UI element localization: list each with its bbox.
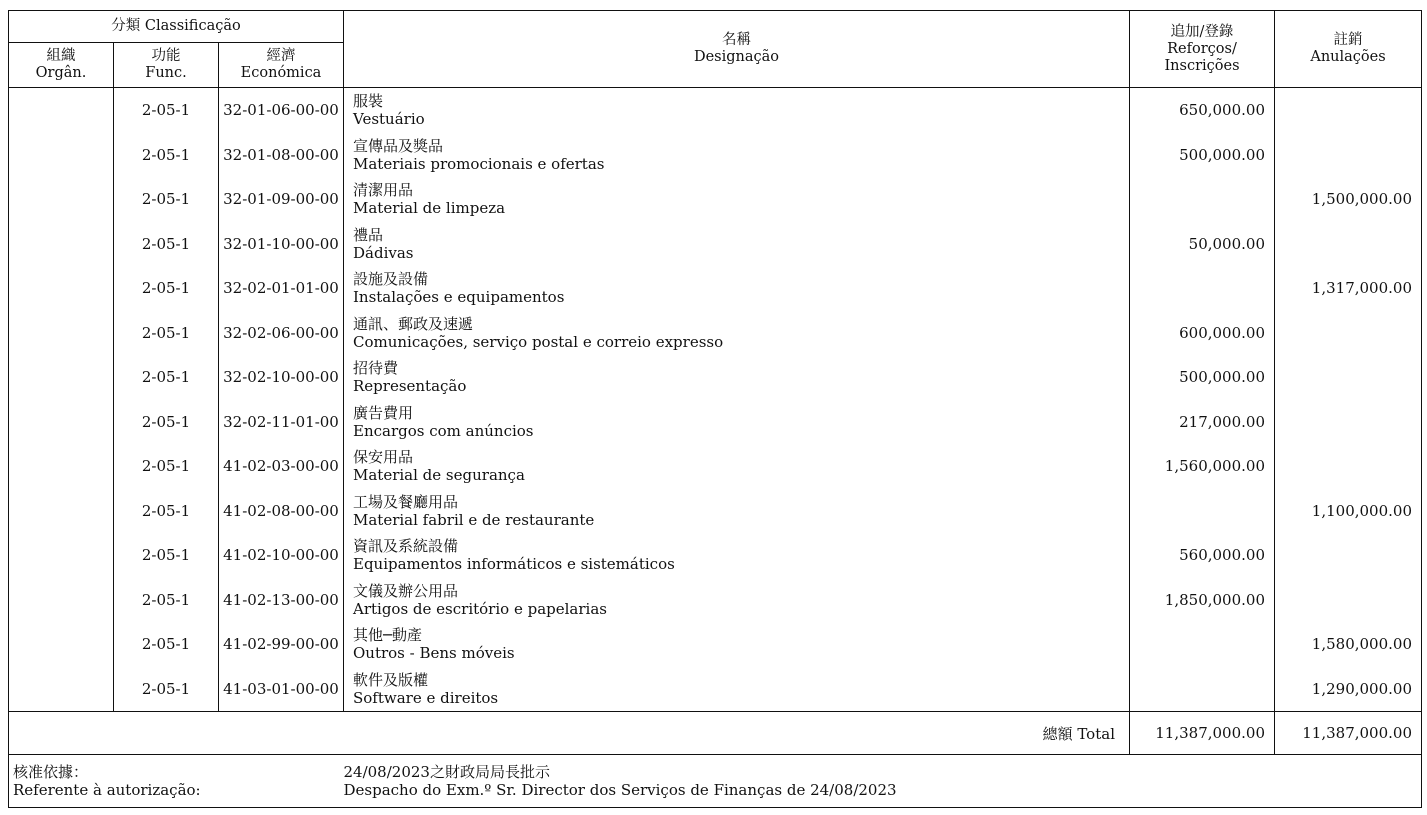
total-cancellation: 11,387,000.00: [1275, 712, 1422, 755]
reinforcement-cell: [1130, 622, 1275, 667]
designation-cell: [344, 400, 1130, 445]
economic-code-cell: 32-02-06-00-00: [219, 311, 344, 356]
organ-cell: [9, 622, 114, 667]
designation-header-zh: 名稱: [722, 32, 751, 48]
function-header-zh: 功能: [151, 48, 181, 64]
table-row: [9, 444, 1422, 489]
function-header: [114, 43, 219, 88]
cancellation-cell: [1275, 222, 1422, 267]
authorization-label-zh: 核准依據：: [13, 763, 89, 781]
organ-cell: [9, 400, 114, 445]
function-code-cell: 2-05-1: [114, 266, 219, 311]
table-row: [9, 355, 1422, 400]
reinforcement-cell: [1130, 489, 1275, 534]
organ-cell: [9, 489, 114, 534]
designation-cell: [344, 133, 1130, 178]
authorization-label: [9, 755, 344, 808]
cancellation-cell: [1275, 355, 1422, 400]
cancellation-cell: [1275, 444, 1422, 489]
cancellation-cell: 1,290,000.00: [1275, 667, 1422, 712]
function-code-cell: 2-05-1: [114, 622, 219, 667]
designation-zh: 宣傳品及獎品: [353, 136, 444, 155]
designation-zh: 禮品: [353, 225, 384, 244]
economic-code-cell: 41-02-13-00-00: [219, 578, 344, 623]
authorization-label-pt: Referente à autorização:: [13, 781, 201, 799]
organ-cell: [9, 88, 114, 133]
designation-zh: 廣告費用: [353, 403, 414, 422]
economic-code-cell: 32-01-09-00-00: [219, 177, 344, 222]
organ-cell: [9, 578, 114, 623]
designation-cell: [344, 222, 1130, 267]
designation-zh: 設施及設備: [353, 270, 429, 289]
cancellation-header-zh: 註銷: [1333, 32, 1363, 48]
reinforcement-cell: [1130, 177, 1275, 222]
designation-pt: Representação: [353, 377, 467, 396]
function-code-cell: 2-05-1: [114, 444, 219, 489]
reinforcement-cell: 500,000.00: [1130, 355, 1275, 400]
function-code-cell: 2-05-1: [114, 355, 219, 400]
total-label: 總額 Total: [9, 712, 1130, 755]
designation-zh: 其他─動產: [353, 626, 423, 645]
organ-cell: [9, 355, 114, 400]
designation-cell: [344, 444, 1130, 489]
reinforcement-header-zh: 追加/登錄: [1170, 23, 1234, 40]
cancellation-cell: [1275, 578, 1422, 623]
economic-code-cell: 41-03-01-00-00: [219, 667, 344, 712]
designation-zh: 軟件及版權: [353, 670, 429, 689]
cancellation-cell: [1275, 88, 1422, 133]
function-code-cell: 2-05-1: [114, 88, 219, 133]
table-row: [9, 489, 1422, 534]
classification-header: 分類 Classificação: [9, 11, 344, 43]
designation-header: [344, 11, 1130, 88]
table-row: [9, 667, 1422, 712]
organ-header-pt: Orgân.: [35, 65, 87, 81]
cancellation-cell: 1,317,000.00: [1275, 266, 1422, 311]
organ-cell: [9, 266, 114, 311]
reinforcement-cell: 1,850,000.00: [1130, 578, 1275, 623]
authorization-dispatch-pt: Despacho do Exm.º Sr. Director dos Serviços de Finanças de 24/08/2023: [343, 781, 897, 799]
organ-cell: [9, 444, 114, 489]
reinforcement-cell: 600,000.00: [1130, 311, 1275, 356]
designation-pt: Artigos de escritório e papelarias: [353, 599, 607, 618]
organ-header-zh: 組織: [46, 48, 76, 64]
designation-pt: Material fabril e de restaurante: [353, 510, 595, 529]
reinforcement-cell: 50,000.00: [1130, 222, 1275, 267]
table-row: [9, 533, 1422, 578]
function-code-cell: 2-05-1: [114, 177, 219, 222]
table-row: [9, 311, 1422, 356]
cancellation-cell: [1275, 533, 1422, 578]
total-row: [9, 712, 1422, 755]
cancellation-header: [1275, 11, 1422, 88]
designation-cell: [344, 88, 1130, 133]
designation-pt: Outros - Bens móveis: [353, 644, 515, 663]
economic-code-cell: 32-01-10-00-00: [219, 222, 344, 267]
designation-zh: 招待費: [353, 359, 399, 378]
organ-cell: [9, 222, 114, 267]
designation-pt: Dádivas: [353, 243, 414, 262]
organ-cell: [9, 667, 114, 712]
economic-code-cell: 41-02-10-00-00: [219, 533, 344, 578]
designation-cell: [344, 355, 1130, 400]
authorization-dispatch-zh: 24/08/2023之財政局局長批示: [343, 763, 550, 781]
reinforcement-cell: 650,000.00: [1130, 88, 1275, 133]
designation-pt: Comunicações, serviço postal e correio expresso: [353, 332, 724, 351]
designation-header-pt: Designação: [693, 49, 780, 65]
designation-cell: [344, 266, 1130, 311]
designation-cell: [344, 311, 1130, 356]
function-header-pt: Func.: [145, 65, 187, 81]
reinforcement-cell: 1,560,000.00: [1130, 444, 1275, 489]
reinforcement-header-pt2: Inscrições: [1164, 57, 1240, 74]
designation-zh: 文儀及辦公用品: [353, 581, 459, 600]
organ-header: [9, 43, 114, 88]
cancellation-header-pt: Anulações: [1310, 49, 1386, 65]
designation-cell: [344, 489, 1130, 534]
designation-pt: Software e direitos: [353, 688, 499, 707]
economic-code-cell: 32-02-01-01-00: [219, 266, 344, 311]
economic-code-cell: 32-01-08-00-00: [219, 133, 344, 178]
designation-pt: Encargos com anúncios: [353, 421, 534, 440]
economic-code-cell: 32-02-10-00-00: [219, 355, 344, 400]
table-row: [9, 400, 1422, 445]
designation-pt: Instalações e equipamentos: [353, 288, 565, 307]
economic-code-cell: 41-02-08-00-00: [219, 489, 344, 534]
designation-cell: [344, 177, 1130, 222]
table-row: [9, 177, 1422, 222]
function-code-cell: 2-05-1: [114, 489, 219, 534]
designation-cell: [344, 533, 1130, 578]
authorization-row: [9, 755, 1422, 808]
designation-pt: Vestuário: [353, 110, 425, 129]
designation-zh: 保安用品: [353, 448, 414, 467]
function-code-cell: 2-05-1: [114, 667, 219, 712]
designation-zh: 服裝: [353, 92, 384, 111]
designation-pt: Equipamentos informáticos e sistemáticos: [353, 555, 675, 574]
designation-cell: [344, 578, 1130, 623]
cancellation-cell: [1275, 133, 1422, 178]
organ-cell: [9, 533, 114, 578]
reinforcement-cell: [1130, 266, 1275, 311]
economic-code-cell: 32-01-06-00-00: [219, 88, 344, 133]
table-body: [9, 88, 1422, 712]
cancellation-cell: [1275, 311, 1422, 356]
function-code-cell: 2-05-1: [114, 400, 219, 445]
reinforcement-header: [1130, 11, 1275, 88]
economic-code-cell: 41-02-03-00-00: [219, 444, 344, 489]
table-row: [9, 222, 1422, 267]
cancellation-cell: 1,580,000.00: [1275, 622, 1422, 667]
economic-header-zh: 經濟: [266, 48, 296, 64]
cancellation-cell: [1275, 400, 1422, 445]
function-code-cell: 2-05-1: [114, 311, 219, 356]
reinforcement-cell: [1130, 667, 1275, 712]
designation-pt: Material de segurança: [353, 466, 525, 485]
table-row: [9, 622, 1422, 667]
designation-cell: [344, 667, 1130, 712]
budget-table: [8, 10, 1422, 808]
organ-cell: [9, 311, 114, 356]
table-row: [9, 133, 1422, 178]
economic-code-cell: 32-02-11-01-00: [219, 400, 344, 445]
reinforcement-cell: 217,000.00: [1130, 400, 1275, 445]
reinforcement-cell: 500,000.00: [1130, 133, 1275, 178]
authorization-dispatch: [344, 755, 1422, 808]
cancellation-cell: 1,500,000.00: [1275, 177, 1422, 222]
function-code-cell: 2-05-1: [114, 133, 219, 178]
table-row: [9, 266, 1422, 311]
total-reinforcement: 11,387,000.00: [1130, 712, 1275, 755]
economic-header-pt: Económica: [240, 65, 322, 81]
designation-pt: Material de limpeza: [353, 199, 506, 218]
organ-cell: [9, 133, 114, 178]
economic-code-cell: 41-02-99-00-00: [219, 622, 344, 667]
function-code-cell: 2-05-1: [114, 222, 219, 267]
organ-cell: [9, 177, 114, 222]
function-code-cell: 2-05-1: [114, 578, 219, 623]
reinforcement-header-pt1: Reforços/: [1167, 40, 1237, 57]
designation-zh: 資訊及系統設備: [353, 537, 459, 556]
designation-cell: [344, 622, 1130, 667]
table-row: [9, 578, 1422, 623]
economic-header: [219, 43, 344, 88]
designation-zh: 清潔用品: [353, 181, 414, 200]
cancellation-cell: 1,100,000.00: [1275, 489, 1422, 534]
designation-zh: 工場及餐廳用品: [353, 492, 459, 511]
designation-pt: Materiais promocionais e ofertas: [353, 154, 605, 173]
reinforcement-cell: 560,000.00: [1130, 533, 1275, 578]
designation-zh: 通訊、郵政及速遞: [353, 314, 474, 333]
function-code-cell: 2-05-1: [114, 533, 219, 578]
table-row: [9, 88, 1422, 133]
